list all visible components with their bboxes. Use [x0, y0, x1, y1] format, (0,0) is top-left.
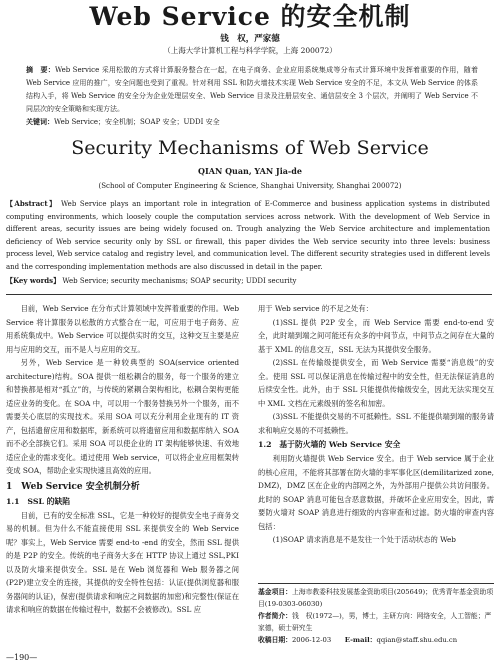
- english-abstract: [6, 198, 490, 273]
- english-title: Security Mechanisms of Web Service: [71, 137, 429, 159]
- footnote-divider: [258, 583, 494, 584]
- chinese-abstract-text: Web Service 采用松散的方式将计算服务整合在一起，在电子商务、企业应用系统集成等分布式计算环境中发挥着重要的作用，随着 Web Service 应用的推广，安全问题也受到了重视。针对利用 SSL 和防火墙技术实现 Web Service 安全的不足，本文从 Web Service 的体系结构入手，将 Web Service 的安全分为企业处理层安全、Web Service 目录及注册层安全、通信层安全 3 个层次，并阐明了 Web Service 不同层次的安全策略和实现方法。: [26, 66, 478, 113]
- english-authors: QIAN Quan, YAN Jia-de: [198, 166, 302, 176]
- section-divider: [6, 294, 492, 295]
- chinese-abstract: [26, 63, 478, 116]
- english-abstract-label: 【Abstract】: [6, 199, 58, 208]
- left-column: [6, 302, 239, 617]
- body-paragraph: 另外，Web Service 是一种较典型的 SOA(service oriented architecture)结构。SOA 提供一组松耦合的服务，每一个服务的建立和替换都是相对“孤立”的，与传统的紧耦合架构相比，松耦合架构更能适应业务的变化。在 SOA 中，可以用一个服务替换另外一个服务，而不需要关心底层的实现技术。采用 SOA 可以充分利用企业现有的 IT 资产，包括遗留应用和数据库，新系统可以将遗留应用和数据库纳入 SOA 而不必全部换它们。采用 SOA 可以使企业的 IT 架构能够快速、有效地适应企业的需求变化。通过使用 Web service，可以将企业应用框架转变成 SOA，帮助企业实现快速且高效的应用。: [6, 358, 239, 475]
- english-keywords-label: 【Key words】: [6, 276, 61, 285]
- footnote: [258, 586, 494, 646]
- english-keywords-text: Web Service; security mechanisms; SOAP security; UDDI security: [62, 277, 297, 285]
- chinese-keywords-text: Web Service；安全机制；SOAP 安全；UDDI 安全: [54, 118, 220, 126]
- body-paragraph: 用于 Web service 的不足之处有：: [258, 304, 373, 313]
- list-item: (1)SSL 提供 P2P 安全，而 Web Service 需要 end-to-end 安全，此时端到端之间可能还有众多的中间节点，中间节点之间存在大量的基于 XML 的信息交互，SSL 无法为其提供安全服务。: [258, 317, 494, 354]
- section-heading: 1 Web Service 安全机制分析: [6, 481, 140, 492]
- chinese-abstract-label: 摘 要：: [26, 65, 55, 74]
- english-affiliation: (School of Computer Engineering & Science, Shanghai University, Shanghai 200072): [98, 182, 402, 190]
- list-item: (3)SSL 不能提供交易的不可抵赖性。SSL 不能提供端到端的服务请求和响应交易的不可抵赖性。: [258, 412, 494, 435]
- chinese-title: Web Service 的安全机制: [89, 2, 411, 31]
- chinese-authors: 钱 权，严家德: [220, 34, 280, 44]
- subsection-heading: 1.2 基于防火墙的 Web Service 安全: [258, 440, 401, 449]
- body-paragraph: 利用防火墙提供 Web Service 安全。由于 Web service 属于企业的核心应用，不能将其部署在防火墙的非军事化区(demilitarized zone, DMZ)，DMZ 区在企业的内部网之外，为外部用户提供公共访问服务。此时的 SOAP 消息可能包含恶意数据，并破坏企业应用安全，因此，需要防火墙对 SOAP 消息进行细致的内容审查和过滤。防火墙的审查内容包括：: [258, 454, 494, 531]
- received-date-line: 收稿日期：2006-12-03 E-mail：qqian@staff.shu.edu.cn: [258, 636, 458, 644]
- chinese-keywords-label: 关键词：: [26, 117, 54, 126]
- fund-line: 基金项目：上海市教委科技发展基金资助项目(205649)；优秀青年基金资助项目(19-0303-06030): [258, 588, 494, 608]
- body-paragraph: 目前，已有的安全标准 SSL，它是一种较好的提供安全电子商务交易的机制。但为什么不能直接使用 SSL 来提供安全的 Web Service 呢？事实上，Web Service 需要 end-to -end 的安全，然而 SSL 提供的是 P2P 的安全。传统的电子商务大多在 HTTP 协议上通过 SSL,PKI 以及防火墙来提供安全。SSL 是在 Web 浏览器和 Web 服务器之间(P2P)建立安全的连接，其提供的安全特性包括：认证(提供浏览器和服务器间的认证)，保密(提供请求和响应之间数据的加密)和完整性(保证在请求和响应的数据在传输过程中，数据不会被修改)。SSL 应: [6, 510, 239, 614]
- email-link[interactable]: qqian@staff.shu.edu.cn: [376, 636, 458, 644]
- page-number: —190—: [6, 653, 38, 662]
- body-paragraph: 目前，Web Service 在分布式计算领域中发挥着重要的作用。Web Service 将计算服务以松散的方式整合在一起，可应用于电子商务、应用系统集成中。Web Service 可以提供实时的交互，这种交互主要是应用与应用的交互，而不是人与应用的交互。: [6, 304, 239, 354]
- subsection-heading: 1.1 SSL 的缺陷: [6, 496, 71, 506]
- chinese-affiliation: （上海大学计算机工程与科学学院，上海 200072）: [163, 46, 337, 55]
- english-abstract-text: Web Service plays an important role in integration of E-Commerce and business application systems in distributed computing environments, which loosely couple the computation services across network. With the development of Web Service in different areas, security issues are being widely focused on. Trough analyzing the Web Service architecture and implementation deficiency of Web service security only by SSL or firewall, this paper divides the Web service security into three levels: business process level, Web service catalog and registry level, and communication level. The different security strategies used in different levels and the corresponding implementation methods are also discussed in detail in the paper.: [6, 200, 490, 271]
- right-column: [258, 302, 494, 547]
- list-item: (2)SSL 在传输级提供安全，而 Web Service 需要“消息级”的安全。使用 SSL 可以保证消息在传输过程中的安全性，但无法保证消息的后续安全性。此外，由于 SSL 只能提供传输级安全，因此无法实现交互中 XML 文档在元素级别的签名和加密。: [258, 358, 494, 408]
- author-bio-line: 作者简介：钱 权(1972—)，男，博士，主研方向：网络安全，人工智能；严家德，硕士研究生: [258, 612, 492, 632]
- english-keywords: [6, 275, 490, 287]
- list-item: (1)SOAP 请求消息是不是发往一个处于活动状态的 Web: [272, 535, 456, 544]
- chinese-keywords: [26, 116, 478, 128]
